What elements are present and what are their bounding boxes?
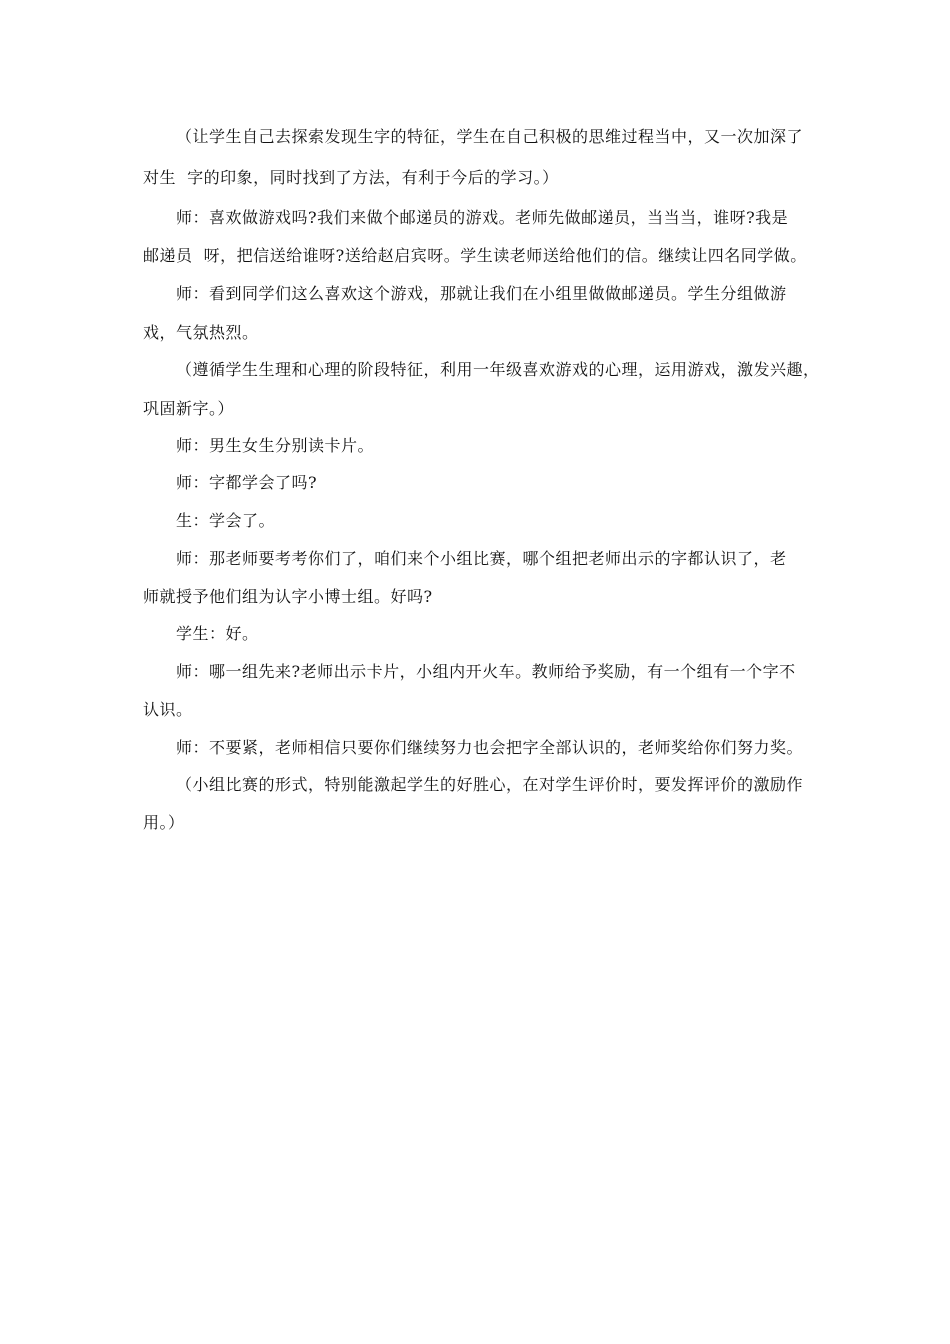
paragraph-line: 师：字都学会了吗? [176,473,318,492]
paragraph-line: 师：男生女生分别读卡片。 [176,436,375,455]
paragraph-line: 师：那老师要考考你们了，咱们来个小组比赛，哪个组把老师出示的字都认识了，老 [176,549,787,568]
paragraph-line: 师就授予他们组为认字小博士组。好吗? [143,587,433,606]
paragraph-line: 巩固新字。） [143,399,235,418]
paragraph-line: 师：看到同学们这么喜欢这个游戏，那就让我们在小组里做做邮递员。学生分组做游 [176,284,787,303]
paragraph-line: 师：哪一组先来?老师出示卡片，小组内开火车。教师给予奖励，有一个组有一个字不 [176,662,796,681]
paragraph-line: 师：不要紧，老师相信只要你们继续努力也会把字全部认识的，老师奖给你们努力奖。 [176,738,804,757]
paragraph-line: 认识。 [143,700,193,719]
paragraph-line: 生：学会了。 [176,511,276,530]
paragraph-line: （小组比赛的形式，特别能激起学生的好胜心，在对学生评价时，要发挥评价的激励作 [176,775,804,794]
paragraph-line: 师：喜欢做游戏吗?我们来做个邮递员的游戏。老师先做邮递员，当当当，谁呀?我是 [176,208,789,227]
paragraph-line: （让学生自己去探索发现生字的特征，学生在自己积极的思维过程当中，又一次加深了 [176,127,804,146]
paragraph-line: （遵循学生生理和心理的阶段特征，利用一年级喜欢游戏的心理，运用游戏，激发兴趣， [176,360,820,379]
paragraph-line: 对生 字的印象，同时找到了方法，有利于今后的学习。） [143,168,559,187]
paragraph-line: 学生：好。 [176,624,259,643]
paragraph-line: 用。） [143,813,185,832]
paragraph-line: 戏，气氛热烈。 [143,323,259,342]
paragraph-line: 邮递员 呀，把信送给谁呀?送给赵启宾呀。学生读老师送给他们的信。继续让四名同学做。 [143,246,807,265]
